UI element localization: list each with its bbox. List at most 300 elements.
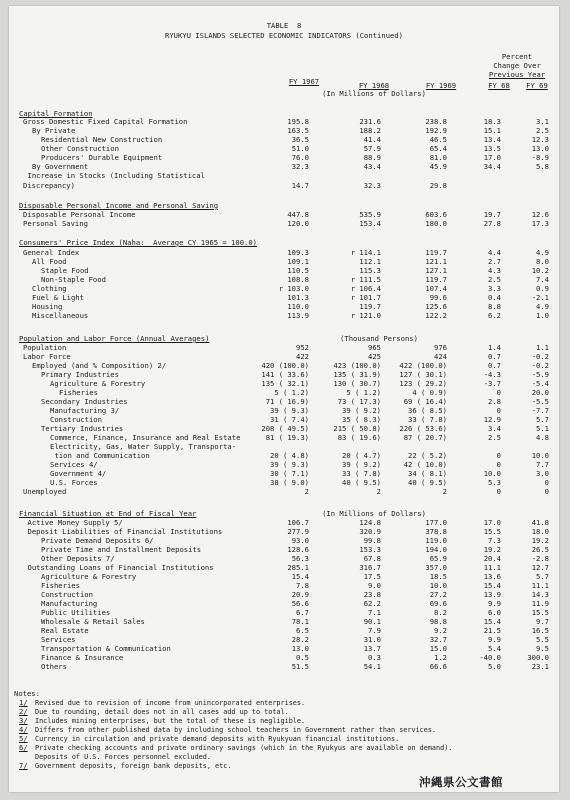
cell-p69: 5.8 <box>536 162 549 171</box>
cell-v69: 119.0 <box>425 536 447 545</box>
note-text: Deposits of U.S. Forces personnel excluded. <box>35 753 211 761</box>
cell-p68: 0 <box>496 487 501 496</box>
cell-p68: 19.7 <box>483 210 501 219</box>
cell-p68: 15.4 <box>483 581 501 590</box>
cell-p69: 41.8 <box>531 518 549 527</box>
cell-v67: 110.0 <box>287 302 309 311</box>
cell-v67: 76.0 <box>291 153 309 162</box>
cell-p69: 0 <box>544 478 549 487</box>
cell-p69: 23.1 <box>531 662 549 671</box>
cell-v69: 4 ( 0.9) <box>412 388 447 397</box>
cell-v69: 45.9 <box>429 162 447 171</box>
cell-v69: 121.1 <box>425 257 447 266</box>
note-text: Includes mining enterprises, but the total of these is negligible. <box>35 717 306 725</box>
cell-p68: 12.9 <box>483 415 501 424</box>
cell-v69: 603.6 <box>425 210 447 219</box>
units-label: (In Millions of Dollars) <box>322 89 426 98</box>
cell-v69: 192.9 <box>425 126 447 135</box>
cell-v69: 36 ( 8.5) <box>408 406 447 415</box>
cell-p69: 12.6 <box>531 210 549 219</box>
row-label: Government 4/ <box>50 469 107 478</box>
cell-p69: 11.9 <box>531 599 549 608</box>
cell-v69: 123 ( 29.2) <box>399 379 447 388</box>
cell-v69: 2 <box>442 487 447 496</box>
row-label: Producers' Durable Equipment <box>41 153 163 162</box>
cell-v68: 35 ( 8.3) <box>342 415 381 424</box>
cell-p69: 5.7 <box>536 572 549 581</box>
cell-v68: 39 ( 9.2) <box>342 406 381 415</box>
cell-p69: -8.9 <box>531 153 549 162</box>
row-label: Commerce, Finance, Insurance and Real Estate <box>50 433 241 442</box>
cell-v67: 106.7 <box>287 518 309 527</box>
cell-p68: 15.4 <box>483 617 501 626</box>
cell-p69: 12.7 <box>531 563 549 572</box>
note-text: Differs from other published data by including school teachers in Government rather than services. <box>35 726 437 734</box>
percent-change-heading: Previous Year <box>488 70 546 79</box>
cell-p68: -3.7 <box>483 379 501 388</box>
cell-p68: -4.3 <box>483 370 501 379</box>
cell-p68: 10.0 <box>483 469 501 478</box>
cell-p68: 15.1 <box>483 126 501 135</box>
row-label: Population <box>23 343 67 352</box>
cell-v69: 65.4 <box>429 144 447 153</box>
cell-v69: 33 ( 7.8) <box>408 415 447 424</box>
cell-v68: 33 ( 7.8) <box>342 469 381 478</box>
cell-p68: 0 <box>496 460 501 469</box>
row-label: Agriculture & Forestry <box>41 572 137 581</box>
cell-p68: 1.4 <box>488 343 501 352</box>
row-label: Services <box>41 635 76 644</box>
cell-v69: 65.9 <box>429 554 447 563</box>
cell-v69: 29.8 <box>429 181 447 190</box>
cell-v67: r 103.0 <box>278 284 309 293</box>
cell-p69: 17.3 <box>531 219 549 228</box>
cell-p68: 9.9 <box>488 599 501 608</box>
percent-change-heading: Change Over <box>493 61 541 70</box>
cell-v68: 130 ( 30.7) <box>333 379 381 388</box>
section-heading-population <box>19 335 209 343</box>
cell-p68: 17.0 <box>483 518 501 527</box>
cell-p68: 0.7 <box>488 352 501 361</box>
cell-p69: -5.4 <box>531 379 549 388</box>
cell-p68: 13.6 <box>483 572 501 581</box>
cell-v69: 127.1 <box>425 266 447 275</box>
cell-v68: 20 ( 4.7) <box>342 451 381 460</box>
note-text: Government deposits, foreign bank deposits, etc. <box>35 762 232 770</box>
cell-v67: 51.0 <box>291 144 309 153</box>
cell-p69: 7.7 <box>536 460 549 469</box>
cell-p69: 3.0 <box>536 469 549 478</box>
cell-p68: 2.5 <box>488 433 501 442</box>
row-label: Primary Industries <box>41 370 119 379</box>
row-label: Others <box>41 662 67 671</box>
cell-p68: 8.8 <box>488 302 501 311</box>
cell-v68: 73 ( 17.3) <box>337 397 381 406</box>
cell-v68: r 121.0 <box>350 311 381 320</box>
cell-v67: 38 ( 9.0) <box>270 478 309 487</box>
cell-v67: 71 ( 16.9) <box>265 397 309 406</box>
cell-v67: 277.9 <box>287 527 309 536</box>
cell-v68: 425 <box>368 352 381 361</box>
cell-p69: 1.1 <box>536 343 549 352</box>
row-label: Construction <box>50 415 102 424</box>
document-page <box>9 6 559 792</box>
cell-v68: r 114.1 <box>350 248 381 257</box>
row-label: Private Demand Deposits 6/ <box>41 536 154 545</box>
row-label: Employed (and % Composition) 2/ <box>32 361 167 370</box>
row-label: Non-Staple Food <box>41 275 106 284</box>
cell-v69: 180.0 <box>425 219 447 228</box>
row-label: Fuel & Light <box>32 293 84 302</box>
cell-p68: 13.9 <box>483 590 501 599</box>
cell-v69: 378.8 <box>425 527 447 536</box>
cell-p69: -7.7 <box>531 406 549 415</box>
cell-v69: 119.7 <box>425 248 447 257</box>
row-label: Increase in Stocks (Including Statistical <box>27 171 205 180</box>
column-header-fy1967: FY 1967 <box>288 77 320 86</box>
cell-v68: 90.1 <box>363 617 381 626</box>
cell-v68: 124.8 <box>359 518 381 527</box>
row-label: Agriculture & Forestry <box>50 379 146 388</box>
cell-p69: 3.1 <box>536 117 549 126</box>
cell-v69: 27.2 <box>429 590 447 599</box>
cell-p68: 18.3 <box>483 117 501 126</box>
note-text: Due to rounding, detail does not in all cases add up to total. <box>35 708 289 716</box>
cell-v67: 109.3 <box>287 248 309 257</box>
row-label: Discrepancy) <box>23 181 75 190</box>
cell-p69: -5.5 <box>531 397 549 406</box>
cell-v67: 93.0 <box>291 536 309 545</box>
cell-v67: 120.0 <box>287 219 309 228</box>
cell-v68: r 111.5 <box>350 275 381 284</box>
archive-stamp: 沖縄県公文書館 <box>419 775 503 789</box>
cell-v67: 285.1 <box>287 563 309 572</box>
cell-v67: 208 ( 49.5) <box>261 424 309 433</box>
financial-units-label: (In Millions of Dollars) <box>322 509 426 518</box>
cell-p69: -0.2 <box>531 352 549 361</box>
cell-v68: 316.7 <box>359 563 381 572</box>
cell-v67: 420 (100.0) <box>261 361 309 370</box>
row-label: Services 4/ <box>50 460 98 469</box>
cell-v67: 422 <box>296 352 309 361</box>
cell-v67: 30 ( 7.1) <box>270 469 309 478</box>
row-label: Other Deposits 7/ <box>41 554 115 563</box>
row-label: Private Time and Installment Deposits <box>41 545 202 554</box>
cell-v69: 22 ( 5.2) <box>408 451 447 460</box>
row-label: Active Money Supply 5/ <box>27 518 123 527</box>
row-label: Secondary Industries <box>41 397 128 406</box>
row-label: Personal Saving <box>23 219 88 228</box>
cell-p68: 4.3 <box>488 266 501 275</box>
cell-p69: 5.5 <box>536 635 549 644</box>
row-label: Finance & Insurance <box>41 653 124 662</box>
cell-p69: 18.0 <box>531 527 549 536</box>
cell-p68: 27.8 <box>483 219 501 228</box>
row-label: Transportation & Communication <box>41 644 171 653</box>
cell-v67: 51.5 <box>291 662 309 671</box>
cell-v68: 32.3 <box>363 181 381 190</box>
cell-v68: 39 ( 9.2) <box>342 460 381 469</box>
cell-v69: 66.6 <box>429 662 447 671</box>
cell-p68: 4.4 <box>488 248 501 257</box>
row-label: By Private <box>32 126 76 135</box>
cell-v68: 9.0 <box>368 581 381 590</box>
note-marker: 1/ <box>19 698 28 707</box>
cell-p69: 9.7 <box>536 617 549 626</box>
cell-p69: -2.1 <box>531 293 549 302</box>
cell-v67: 135 ( 32.1) <box>261 379 309 388</box>
cell-p68: 0 <box>496 406 501 415</box>
cell-v67: 109.1 <box>287 257 309 266</box>
cell-v67: 163.5 <box>287 126 309 135</box>
cell-p68: 19.2 <box>483 545 501 554</box>
row-label: All Food <box>32 257 67 266</box>
row-label: Clothing <box>32 284 67 293</box>
cell-v69: 87 ( 20.7) <box>403 433 447 442</box>
row-label: Housing <box>32 302 63 311</box>
cell-p68: 2.7 <box>488 257 501 266</box>
note-marker: 7/ <box>19 761 28 770</box>
cell-v69: 99.6 <box>429 293 447 302</box>
section-heading-financial: Financial Situation at End of Fiscal Year <box>19 509 197 518</box>
percent-change-heading: Percent <box>501 52 533 61</box>
cell-p69: 15.5 <box>531 608 549 617</box>
cell-v68: 62.2 <box>363 599 381 608</box>
cell-p69: 5.7 <box>536 415 549 424</box>
section-heading-population-text: Population and Labor Force (Annual Averages) <box>19 334 210 343</box>
cell-p69: -0.2 <box>531 361 549 370</box>
cell-p68: 3.4 <box>488 424 501 433</box>
row-label: By Government <box>32 162 89 171</box>
note-marker: 4/ <box>19 725 28 734</box>
row-label: Fisheries <box>41 581 80 590</box>
cell-v67: 447.8 <box>287 210 309 219</box>
row-label: Miscellaneous <box>32 311 89 320</box>
cell-v67: 6.7 <box>296 608 309 617</box>
row-label: Outstanding Loans of Financial Institutions <box>27 563 214 572</box>
cell-p68: 15.5 <box>483 527 501 536</box>
note-marker: 6/ <box>19 743 28 752</box>
cell-p68: 13.4 <box>483 135 501 144</box>
cell-v67: 15.4 <box>291 572 309 581</box>
cell-v68: 423 (100.0) <box>333 361 381 370</box>
cell-p69: 4.9 <box>536 248 549 257</box>
cell-v68: 135 ( 31.9) <box>333 370 381 379</box>
cell-v68: 115.3 <box>359 266 381 275</box>
cell-p69: 7.4 <box>536 275 549 284</box>
row-label: Wholesale & Retail Sales <box>41 617 145 626</box>
population-units-label: (Thousand Persons) <box>340 334 418 343</box>
cell-p69: 12.3 <box>531 135 549 144</box>
row-label: Gross Domestic Fixed Capital Formation <box>23 117 188 126</box>
cell-v68: 5 ( 1.2) <box>346 388 381 397</box>
cell-v68: 67.8 <box>363 554 381 563</box>
cell-v69: 422 (100.0) <box>399 361 447 370</box>
cell-v67: 32.3 <box>291 162 309 171</box>
cell-p69: 26.5 <box>531 545 549 554</box>
cell-v68: 88.9 <box>363 153 381 162</box>
cell-v67: 195.8 <box>287 117 309 126</box>
note-text: Revised due to revision of income from unincorporated enterprises. <box>35 699 306 707</box>
cell-p68: 5.3 <box>488 478 501 487</box>
cell-v68: r 106.4 <box>350 284 381 293</box>
cell-v69: 46.5 <box>429 135 447 144</box>
cell-p68: 13.5 <box>483 144 501 153</box>
cell-v67: 952 <box>296 343 309 352</box>
cell-p69: 16.5 <box>531 626 549 635</box>
cell-p69: -2.8 <box>531 554 549 563</box>
cell-v69: 424 <box>434 352 447 361</box>
cell-v67: 20.9 <box>291 590 309 599</box>
cell-v68: 83 ( 19.6) <box>337 433 381 442</box>
table-number: TABLE 8 <box>266 21 302 30</box>
cell-v68: 112.1 <box>359 257 381 266</box>
cell-v67: 5 ( 1.2) <box>274 388 309 397</box>
note-text: Private checking accounts and private ordinary savings (which in the Ryukyus are available on demand). <box>35 744 453 752</box>
cell-v68: 320.9 <box>359 527 381 536</box>
cell-v68: 153.4 <box>359 219 381 228</box>
cell-v67: 14.7 <box>291 181 309 190</box>
row-label: Deposit Liabilities of Financial Institutions <box>27 527 223 536</box>
cell-v68: 2 <box>376 487 381 496</box>
row-label: Electricity, Gas, Water Supply, Transporta- <box>50 442 237 451</box>
cell-v67: 28.2 <box>291 635 309 644</box>
row-label: General Index <box>23 248 80 257</box>
cell-v68: 23.8 <box>363 590 381 599</box>
row-label: Tertiary Industries <box>41 424 124 433</box>
cell-v68: 54.1 <box>363 662 381 671</box>
row-label: U.S. Forces <box>50 478 98 487</box>
cell-p68: 0 <box>496 451 501 460</box>
note-marker: 5/ <box>19 734 28 743</box>
cell-v69: 976 <box>434 343 447 352</box>
column-header-fy1968: FY 1968 <box>358 81 390 90</box>
row-label: Manufacturing 3/ <box>50 406 120 415</box>
cell-p69: 2.5 <box>536 126 549 135</box>
cell-v68: 57.9 <box>363 144 381 153</box>
cell-v68: 535.9 <box>359 210 381 219</box>
cell-v67: 36.5 <box>291 135 309 144</box>
section-heading-income-saving: Disposable Personal Income and Personal Saving <box>19 201 219 210</box>
cell-p68: 0 <box>496 388 501 397</box>
cell-v67: 39 ( 9.3) <box>270 460 309 469</box>
cell-v68: 40 ( 9.5) <box>342 478 381 487</box>
cell-v68: 43.4 <box>363 162 381 171</box>
cell-p68: 7.3 <box>488 536 501 545</box>
cell-v68: 7.9 <box>368 626 381 635</box>
cell-v67: 108.8 <box>287 275 309 284</box>
cell-p68: 3.3 <box>488 284 501 293</box>
cell-v67: 128.6 <box>287 545 309 554</box>
row-label: Public Utilities <box>41 608 111 617</box>
cell-p68: 5.4 <box>488 644 501 653</box>
row-label: Real Estate <box>41 626 89 635</box>
row-label: Fisheries <box>59 388 98 397</box>
table-title: RYUKYU ISLANDS SELECTED ECONOMIC INDICATORS (Continued) <box>165 31 403 40</box>
row-label: tion and Communication <box>54 451 150 460</box>
row-label: Unemployed <box>23 487 67 496</box>
cell-p68: 2.8 <box>488 397 501 406</box>
cell-v68: 188.2 <box>359 126 381 135</box>
cell-v67: 2 <box>304 487 309 496</box>
cell-v69: 177.0 <box>425 518 447 527</box>
cell-p68: 6.2 <box>488 311 501 320</box>
note-text: Currency in circulation and private demand deposits with Ryukyuan financial institutions. <box>35 735 400 743</box>
cell-p69: 9.5 <box>536 644 549 653</box>
cell-v69: 40 ( 9.5) <box>408 478 447 487</box>
row-label: Other Construction <box>41 144 119 153</box>
cell-p68: 9.9 <box>488 635 501 644</box>
cell-v69: 69 ( 16.4) <box>403 397 447 406</box>
cell-p68: 2.5 <box>488 275 501 284</box>
cell-v69: 8.2 <box>434 608 447 617</box>
cell-p68: 20.4 <box>483 554 501 563</box>
cell-p69: 10.0 <box>531 451 549 460</box>
cell-v68: 7.1 <box>368 608 381 617</box>
cell-p69: 1.0 <box>536 311 549 320</box>
cell-v69: 107.4 <box>425 284 447 293</box>
cell-v68: 17.5 <box>363 572 381 581</box>
cell-v67: 0.5 <box>296 653 309 662</box>
cell-v67: 110.5 <box>287 266 309 275</box>
cell-v67: 56.3 <box>291 554 309 563</box>
cell-v68: 231.6 <box>359 117 381 126</box>
cell-v68: r 101.7 <box>350 293 381 302</box>
cell-v67: 113.9 <box>287 311 309 320</box>
row-label: Disposable Personal Income <box>23 210 136 219</box>
cell-v68: 13.7 <box>363 644 381 653</box>
cell-v69: 81.0 <box>429 153 447 162</box>
cell-p69: -5.9 <box>531 370 549 379</box>
cell-p68: 11.1 <box>483 563 501 572</box>
cell-p69: 0 <box>544 487 549 496</box>
cell-v68: 99.8 <box>363 536 381 545</box>
cell-v68: 965 <box>368 343 381 352</box>
cell-p69: 5.1 <box>536 424 549 433</box>
cell-p68: 17.0 <box>483 153 501 162</box>
column-header-fy68: FY 68 <box>488 81 510 90</box>
cell-v69: 122.2 <box>425 311 447 320</box>
cell-v69: 127 ( 30.1) <box>399 370 447 379</box>
cell-v67: 6.5 <box>296 626 309 635</box>
cell-p68: 0.4 <box>488 293 501 302</box>
cell-p69: 10.2 <box>531 266 549 275</box>
cell-v69: 119.7 <box>425 275 447 284</box>
cell-p69: 8.0 <box>536 257 549 266</box>
row-label: Labor Force <box>23 352 71 361</box>
cell-v69: 69.6 <box>429 599 447 608</box>
cell-v69: 194.0 <box>425 545 447 554</box>
cell-p68: 34.4 <box>483 162 501 171</box>
note-marker: 2/ <box>19 707 28 716</box>
cell-p69: 20.0 <box>531 388 549 397</box>
cell-v68: 153.3 <box>359 545 381 554</box>
cell-p69: 19.2 <box>531 536 549 545</box>
cell-p69: 13.0 <box>531 144 549 153</box>
cell-v67: 81 ( 19.3) <box>265 433 309 442</box>
row-label: Staple Food <box>41 266 89 275</box>
cell-v67: 31 ( 7.4) <box>270 415 309 424</box>
column-header-fy1969: FY 1969 <box>425 81 457 90</box>
cell-v69: 98.8 <box>429 617 447 626</box>
cell-p69: 11.1 <box>531 581 549 590</box>
cell-v69: 238.8 <box>425 117 447 126</box>
cell-p68: 6.0 <box>488 608 501 617</box>
row-label: Manufacturing <box>41 599 98 608</box>
cell-v69: 9.2 <box>434 626 447 635</box>
cell-v68: 41.4 <box>363 135 381 144</box>
cell-v69: 357.0 <box>425 563 447 572</box>
